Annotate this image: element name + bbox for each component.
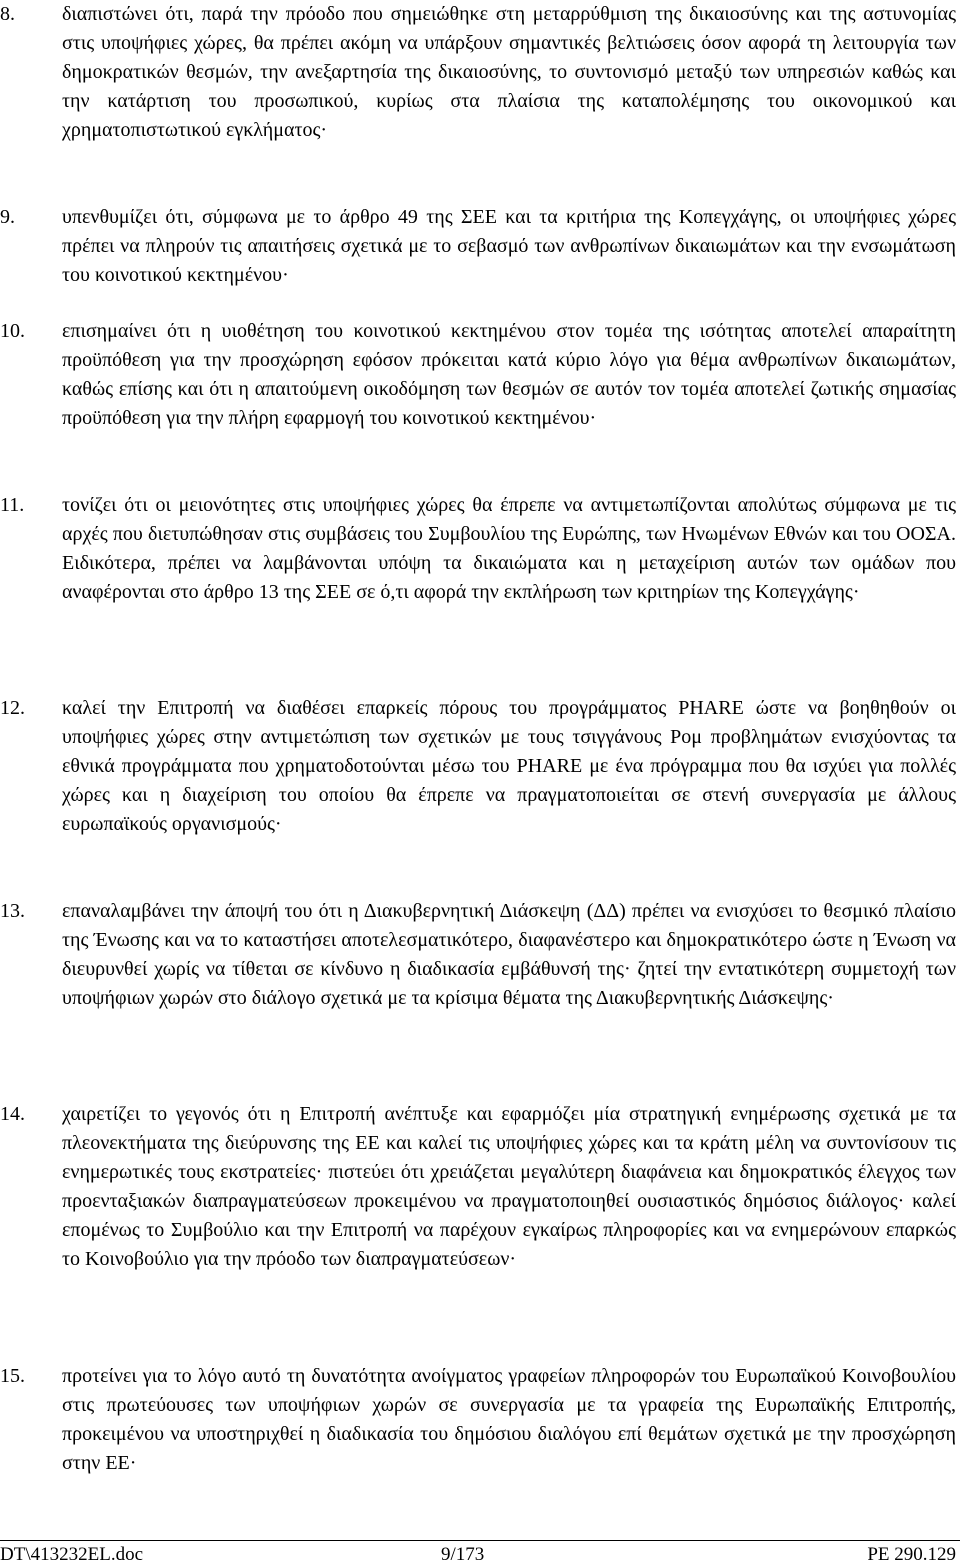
paragraph-number: 15. [0,1365,25,1387]
paragraph-text: προτείνει για το λόγο αυτό τη δυνατότητα ανοίγματος γραφείων πληροφορών του Ευρωπαϊκού Κοινοβουλίου στις πρωτεύουσες των υποψήφιων χωρών σε συνεργασία με τα γραφεία της Ευρωπαϊκής Επιτροπής, προκειμένου να υποστηριχθεί η διαδικασία του δημόσιου διαλόγου επί θεμάτων σχετικά με την προσχώρηση στην ΕΕ· [62,1365,956,1474]
paragraph-number: 11. [0,494,25,516]
footer-page-number: 9/173 [441,1544,485,1565]
paragraph-number: 9. [0,206,15,228]
paragraph-number: 8. [0,3,15,25]
footer-document-reference: DT\413232EL.doc [0,1544,144,1565]
paragraph-text: επαναλαμβάνει την άποψή του ότι η Διακυβερνητική Διάσκεψη (ΔΔ) πρέπει να ενισχύσει το θεσμικό πλαίσιο της Ένωσης και να το καταστήσει αποτελεσματικότερο, διαφανέστερο και δημοκρατικότερο ώστε η Ένωση να διευρυνθεί χωρίς να τίθεται σε κίνδυνο η διαδικασία εμβάθυνσή της· ζητεί την εντατικότερη συμμετοχή των υποψήφιων χωρών στο διάλογο σχετικά με τα κρίσιμα θέματα της Διακυβερνητικής Διάσκεψης· [62,900,956,1009]
paragraph-text: διαπιστώνει ότι, παρά την πρόοδο που σημειώθηκε στη μεταρρύθμιση της δικαιοσύνης και της αστυνομίας στις υποψήφιες χώρες, θα πρέπει ακόμη να υπάρξουν σημαντικές βελτιώσεις όσον αφορά τη λειτουργία των δημοκρατικών θεσμών, την ανεξαρτησία της δικαιοσύνης, το συντονισμό μεταξύ των υπηρεσιών καθώς και την κατάρτιση του προσωπικού, κυρίως στα πλαίσια της καταπολέμησης του οικονομικού και χρηματοπιστωτικού εγκλήματος· [62,3,956,141]
paragraph-text: υπενθυμίζει ότι, σύμφωνα με το άρθρο 49 της ΣΕΕ και τα κριτήρια της Κοπεγχάγης, οι υποψήφιες χώρες πρέπει να πληρούν τις απαιτήσεις σχετικά με το σεβασμό των ανθρωπίνων δικαιωμάτων και την ενσωμάτωση του κοινοτικού κεκτημένου· [62,206,956,286]
paragraph-text: τονίζει ότι οι μειονότητες στις υποψήφιες χώρες θα έπρεπε να αντιμετωπίζονται απολύτως σύμφωνα με τις αρχές που διετυπώθησαν στις συμβάσεις του Συμβουλίου της Ευρώπης, των Ηνωμένων Εθνών και του ΟΟΣΑ. Ειδικότερα, πρέπει να λαμβάνονται υπόψη τα δικαιώματα και η μεταχείριση αυτών των ομάδων που αναφέρονται στο άρθρο 13 της ΣΕΕ σε ό,τι αφορά την εκπλήρωση των κριτηρίων της Κοπεγχάγης· [62,494,956,603]
paragraph-number: 10. [0,320,25,342]
footer-pe-reference: PE 290.129 [867,1544,956,1565]
footer-divider [0,1540,960,1541]
paragraph-number: 12. [0,697,25,719]
paragraph-number: 13. [0,900,25,922]
paragraph-number: 14. [0,1103,25,1125]
paragraph-text: επισημαίνει ότι η υιοθέτηση του κοινοτικού κεκτημένου στον τομέα της ισότητας αποτελεί απαραίτητη προϋπόθεση για την προσχώρηση εφόσον πρόκειται κατά κύριο λόγο για θέμα ανθρωπίνων δικαιωμάτων, καθώς επίσης και ότι η απαιτούμενη οικοδόμηση των θεσμών σε αυτόν τον τομέα αποτελεί ζωτικής σημασίας προϋπόθεση για την πλήρη εφαρμογή του κοινοτικού κεκτημένου· [62,320,956,429]
paragraph-text: χαιρετίζει το γεγονός ότι η Επιτροπή ανέπτυξε και εφαρμόζει μία στρατηγική ενημέρωσης σχετικά με τα πλεονεκτήματα της διεύρυνσης της ΕΕ και καλεί τις υποψήφιες χώρες και τα κράτη μέλη να συντονίσουν τις ενημερωτικές τους εκστρατείες· πιστεύει ότι χρειάζεται μεγαλύτερη διαφάνεια και δημοκρατικός έλεγχος των προενταξιακών διαπραγματεύσεων προκειμένου να πραγματοποιηθεί ουσιαστικός δημόσιος διάλογος· καλεί επομένως το Συμβούλιο και την Επιτροπή να παρέχουν εγκαίρως πληροφορίες και να ενημερώνουν επαρκώς το Κοινοβούλιο για την πρόοδο των διαπραγματεύσεων· [62,1103,956,1270]
paragraph-text: καλεί την Επιτροπή να διαθέσει επαρκείς πόρους του προγράμματος PHARE ώστε να βοηθηθούν οι υποψήφιες χώρες στην αντιμετώπιση των σχετικών με τους τσιγγάνους Ρομ προβλημάτων ενισχύοντας τα εθνικά προγράμματα που χρηματοδοτούνται μέσω του PHARE με ένα πρόγραμμα που θα ισχύει για πολλές χώρες και η διαχείριση του οποίου θα έπρεπε να πραγματοποιείται σε στενή συνεργασία με άλλους ευρωπαϊκούς οργανισμούς· [62,697,956,835]
